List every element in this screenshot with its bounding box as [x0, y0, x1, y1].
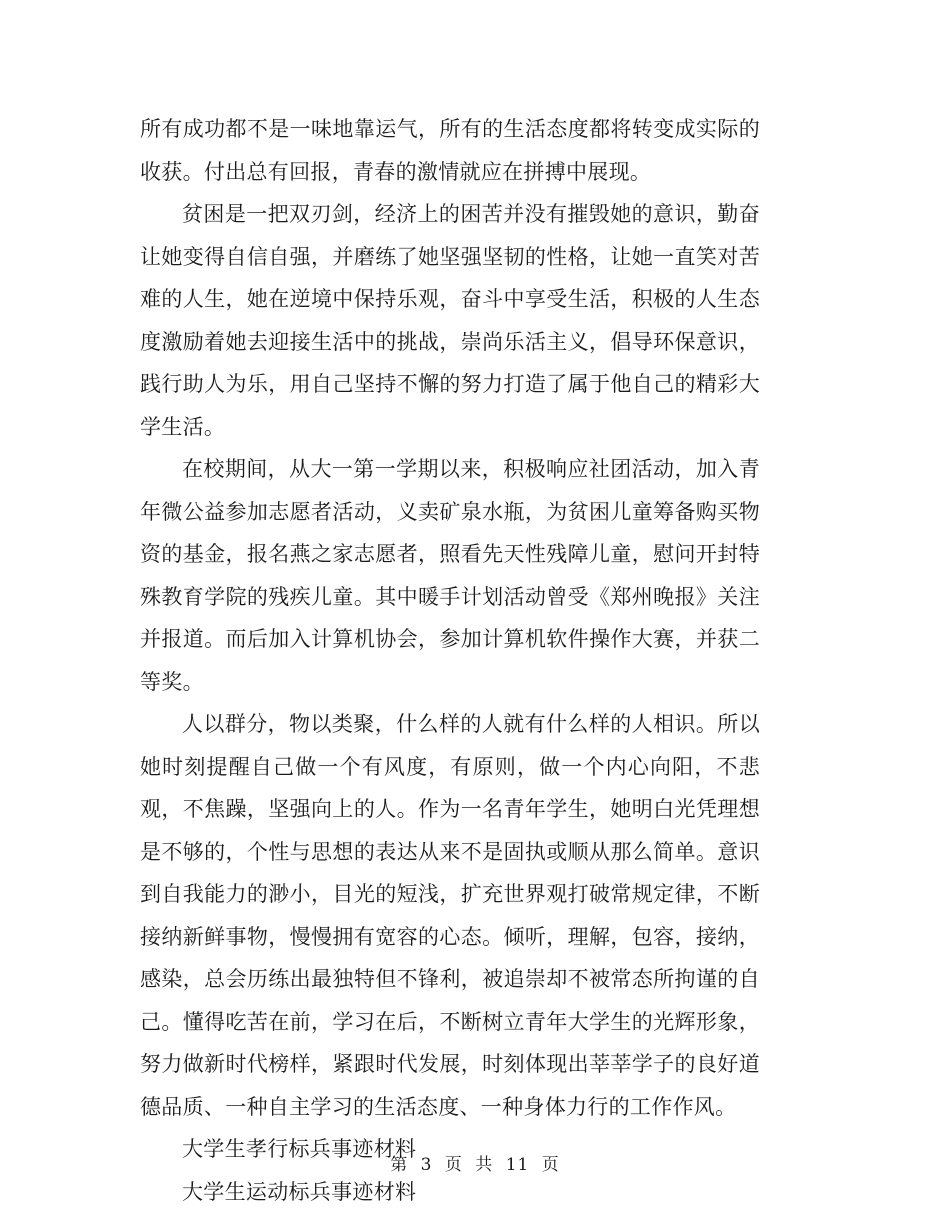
related-title-sports: 大学生运动标兵事迹材料 [182, 1179, 417, 1204]
paragraph-character: 人以群分，物以类聚，什么样的人就有什么样的人相识。所以她时刻提醒自己做一个有风度，有原则，做一个内心向阳，不悲观，不焦躁，坚强向上的人。作为一名青年学生，她明白光凭理想是不够的，个性与思想的表达从来不是固执或顺从那么简单。意识到自我能力的渺小，目光的短浅，扩充世界观打破常规定律，不断接纳新鲜事物，慢慢拥有宽容的心态。倾听，理解，包容，接纳，感染，总会历练出最独特但不锋利，被追崇却不被常态所拘谨的自己。懂得吃苦在前，学习在后，不断树立青年大学生的光辉形象，努力做新时代榜样，紧跟时代发展，时刻体现出莘莘学子的良好道德品质、一种自主学习的生活态度、一种身体力行的工作作风。 [140, 712, 760, 1119]
paragraph-campus-activities: 在校期间，从大一第一学期以来，积极响应社团活动，加入青年微公益参加志愿者活动，义卖矿泉水瓶，为贫困儿童筹备购买物资的基金，报名燕之家志愿者，照看先天性残障儿童，慰问开封特殊教育学院的残疾儿童。其中暖手计划活动曾受《郑州晚报》关注并报道。而后加入计算机协会，参加计算机软件操作大赛，并获二等奖。 [140, 457, 760, 694]
paragraph-poverty: 贫困是一把双刃剑，经济上的困苦并没有摧毁她的意识，勤奋让她变得自信自强，并磨练了她坚强坚韧的性格，让她一直笑对苦难的人生，她在逆境中保持乐观，奋斗中享受生活，积极的人生态度激励着她去迎接生活中的挑战，崇尚乐活主义，倡导环保意识，践行助人为乐，用自己坚持不懈的努力打造了属于他自己的精彩大学生活。 [140, 202, 760, 439]
page-number-footer: 第 3 页 共 11 页 [390, 1155, 560, 1175]
document-body [140, 108, 760, 1213]
related-title-filial: 大学生孝行标兵事迹材料 [182, 1137, 417, 1161]
paragraph-continuation: 所有成功都不是一味地靠运气，所有的生活态度都将转变成实际的收获。付出总有回报，青春的激情就应在拼搏中展现。 [140, 117, 760, 184]
